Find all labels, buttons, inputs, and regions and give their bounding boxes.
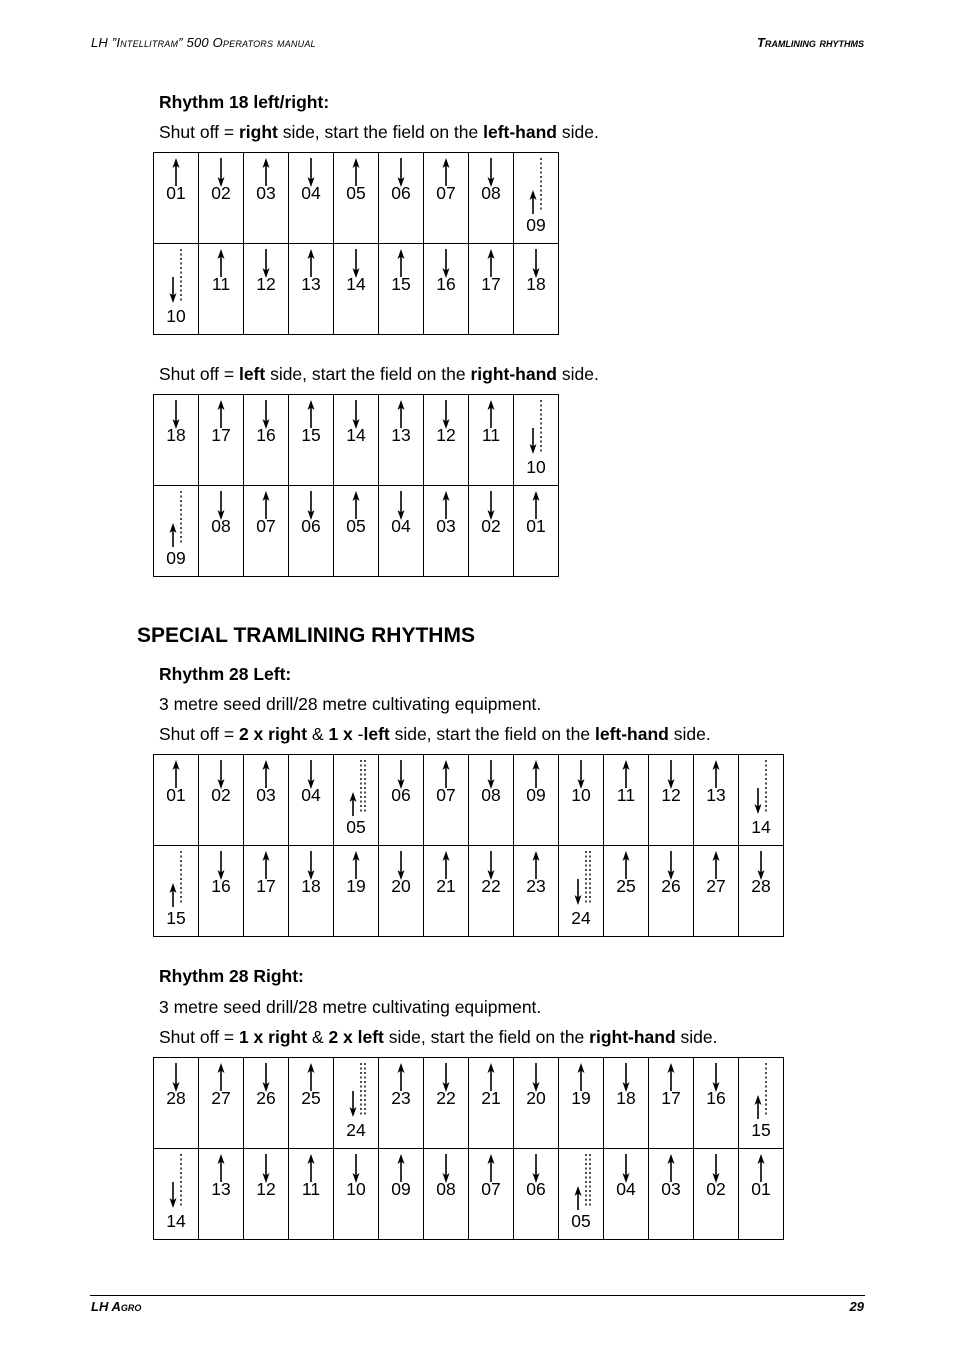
tramline-number: 18 [301,876,321,896]
tramline-number: 24 [346,1120,366,1140]
tramline-cell [379,1149,424,1240]
tramline-number: 18 [166,425,186,445]
tramline-number: 15 [751,1120,771,1140]
tramline-cell [199,1058,244,1149]
tramline-cell [334,153,379,244]
tramline-number: 06 [526,1179,546,1199]
tramline-number: 11 [616,785,636,805]
tramline-cell [334,1149,379,1240]
table-row [154,846,784,937]
arrow-down-shutoff-icon [523,398,549,458]
tramline-cell [559,1149,604,1240]
tramline-number: 06 [301,516,321,536]
tramline-number: 12 [436,425,456,445]
tramline-cell [514,244,559,335]
arrow-up-shutoff-icon [163,849,189,909]
tramline-number: 10 [571,785,591,805]
tramline-number: 03 [256,183,276,203]
tramline-number: 09 [391,1179,411,1199]
tramline-number: 05 [346,183,366,203]
tramline-number: 17 [211,425,231,445]
tramline-number: 14 [346,425,366,445]
rhythm-18-left-table [153,152,559,335]
tramline-number: 14 [751,817,771,837]
tramline-cell [649,1149,694,1240]
tramline-cell [154,846,199,937]
tramline-cell [379,395,424,486]
tramline-cell [289,395,334,486]
tramline-number: 01 [166,183,186,203]
tramline-number: 08 [481,183,501,203]
tramline-number: 26 [661,876,681,896]
tramline-number: 27 [211,1088,231,1108]
tramline-number: 16 [211,876,231,896]
tramline-number: 02 [211,183,231,203]
tramline-cell [514,486,559,577]
tramline-number: 08 [436,1179,456,1199]
tramline-cell [289,846,334,937]
tramline-number: 06 [391,785,411,805]
tramline-cell [469,755,514,846]
tramline-cell [514,846,559,937]
tramline-number: 09 [526,785,546,805]
tramline-number: 11 [301,1179,321,1199]
tramline-cell [514,153,559,244]
tramline-number: 10 [526,457,546,477]
tramline-number: 03 [436,516,456,536]
tramline-number: 20 [526,1088,546,1108]
tramline-cell [154,486,199,577]
tramline-cell [154,244,199,335]
arrow-down-shutoff-icon [163,1152,189,1212]
tramline-cell [154,1149,199,1240]
table-row [154,486,559,577]
tramline-number: 19 [346,876,366,896]
tramline-number: 13 [391,425,411,445]
tramline-number: 02 [706,1179,726,1199]
tramline-number: 23 [391,1088,411,1108]
tramline-number: 24 [571,908,591,928]
tramline-cell [649,1058,694,1149]
tramline-cell [514,755,559,846]
tramline-cell [244,153,289,244]
tramline-number: 08 [211,516,231,536]
tramline-cell [244,395,289,486]
tramline-cell [694,1058,739,1149]
tramline-cell [694,846,739,937]
tramline-cell [334,1058,379,1149]
tramline-number: 28 [166,1088,186,1108]
table-row [154,755,784,846]
tramline-number: 15 [166,908,186,928]
tramline-cell [514,395,559,486]
tramline-cell [694,755,739,846]
tramline-cell [334,846,379,937]
tramline-cell [289,755,334,846]
tramline-cell [649,755,694,846]
tramline-number: 11 [211,274,231,294]
tramline-cell [289,153,334,244]
tramline-number: 13 [706,785,726,805]
table-row [154,244,559,335]
arrow-down-shutoff-icon [748,758,774,818]
tramline-cell [469,1149,514,1240]
tramline-number: 04 [301,183,321,203]
tramline-number: 17 [256,876,276,896]
arrow-down-shutoff-icon [343,1061,369,1121]
tramline-cell [379,486,424,577]
tramline-number: 12 [661,785,681,805]
tramline-number: 08 [481,785,501,805]
tramline-number: 23 [526,876,546,896]
tramline-cell [469,1058,514,1149]
tramline-number: 12 [256,1179,276,1199]
tramline-cell [379,153,424,244]
tramline-cell [424,153,469,244]
tramline-number: 03 [256,785,276,805]
header-manual-title: LH ”Intellitram” 500 Operators manual [91,35,316,50]
tramline-number: 21 [436,876,456,896]
tramline-cell [424,395,469,486]
tramline-number: 14 [166,1211,186,1231]
tramline-number: 13 [211,1179,231,1199]
tramline-number: 05 [346,817,366,837]
tramline-cell [469,395,514,486]
tramline-number: 14 [346,274,366,294]
tramline-number: 25 [301,1088,321,1108]
tramline-cell [199,395,244,486]
tramline-cell [379,755,424,846]
tramline-number: 27 [706,876,726,896]
tramline-cell [694,1149,739,1240]
rhythm-18-title: Rhythm 18 left/right: [159,92,330,112]
tramline-number: 18 [526,274,546,294]
tramline-number: 04 [301,785,321,805]
tramline-cell [334,395,379,486]
tramline-cell [469,486,514,577]
tramline-cell [154,755,199,846]
rhythm-28-right-title: Rhythm 28 Right: [159,966,304,986]
tramline-cell [289,1058,334,1149]
tramline-number: 22 [481,876,501,896]
tramline-number: 09 [166,548,186,568]
header-section-title: Tramlining rhythms [756,35,864,50]
tramline-number: 18 [616,1088,636,1108]
tramline-number: 19 [571,1088,591,1108]
rhythm-28-right-shutoff: Shut off = 1 x right & 2 x left side, start the field on the right-hand side. [159,1027,718,1047]
tramline-number: 20 [391,876,411,896]
tramline-cell [424,244,469,335]
tramline-number: 04 [616,1179,636,1199]
tramline-number: 07 [481,1179,501,1199]
tramline-number: 09 [526,215,546,235]
page-number: 29 [849,1299,864,1314]
tramline-number: 03 [661,1179,681,1199]
tramline-cell [469,244,514,335]
tramline-cell [199,1149,244,1240]
rhythm-28-left-shutoff: Shut off = 2 x right & 1 x -left side, start the field on the left-hand side. [159,724,711,744]
tramline-cell [199,153,244,244]
tramline-number: 04 [391,516,411,536]
tramline-number: 21 [481,1088,501,1108]
tramline-number: 05 [571,1211,591,1231]
tramline-number: 16 [256,425,276,445]
rhythm-28-left-desc: 3 metre seed drill/28 metre cultivating equipment. [159,694,542,714]
tramline-cell [289,1149,334,1240]
tramline-cell [244,846,289,937]
tramline-cell [334,755,379,846]
arrow-up-shutoff-icon [343,758,369,818]
tramline-cell [424,755,469,846]
footer-company: LH Agro [91,1299,142,1314]
tramline-cell [739,1058,784,1149]
tramline-number: 07 [436,183,456,203]
tramline-cell [154,1058,199,1149]
tramline-number: 12 [256,274,276,294]
rhythm-28-left-title: Rhythm 28 Left: [159,664,292,684]
rhythm-18-right-table [153,394,559,577]
tramline-cell [379,244,424,335]
tramline-number: 01 [166,785,186,805]
rhythm-28-left-table [153,754,784,937]
tramline-cell [199,846,244,937]
tramline-cell [379,846,424,937]
arrow-down-shutoff-icon [163,247,189,307]
tramline-number: 10 [166,306,186,326]
rhythm-18-shutoff-right: Shut off = right side, start the field on the left-hand side. [159,122,599,142]
tramline-cell [469,153,514,244]
tramline-cell [739,846,784,937]
tramline-cell [289,244,334,335]
table-row [154,395,559,486]
tramline-cell [559,1058,604,1149]
tramline-number: 25 [616,876,636,896]
tramline-number: 01 [751,1179,771,1199]
tramline-number: 17 [481,274,501,294]
tramline-cell [334,486,379,577]
tramline-number: 16 [436,274,456,294]
tramline-cell [604,755,649,846]
tramline-number: 22 [436,1088,456,1108]
tramline-number: 02 [211,785,231,805]
tramline-number: 16 [706,1088,726,1108]
tramline-cell [199,755,244,846]
tramline-cell [604,846,649,937]
tramline-cell [154,395,199,486]
arrow-up-shutoff-icon [163,489,189,549]
tramline-number: 02 [481,516,501,536]
rhythm-28-right-table [153,1057,784,1240]
tramline-number: 15 [391,274,411,294]
tramline-cell [154,153,199,244]
tramline-cell [289,486,334,577]
rhythm-28-right-desc: 3 metre seed drill/28 metre cultivating equipment. [159,997,542,1017]
tramline-cell [424,1058,469,1149]
tramline-number: 11 [481,425,501,445]
tramline-cell [199,486,244,577]
arrow-up-shutoff-icon [748,1061,774,1121]
tramline-cell [244,244,289,335]
tramline-number: 26 [256,1088,276,1108]
tramline-cell [244,486,289,577]
tramline-number: 10 [346,1179,366,1199]
tramline-cell [514,1058,559,1149]
special-rhythms-heading: SPECIAL TRAMLINING RHYTHMS [137,624,475,647]
table-row [154,1058,784,1149]
table-row [154,153,559,244]
tramline-number: 01 [526,516,546,536]
tramline-cell [244,755,289,846]
table-row [154,1149,784,1240]
tramline-cell [739,755,784,846]
tramline-cell [649,846,694,937]
tramline-cell [199,244,244,335]
tramline-number: 15 [301,425,321,445]
tramline-number: 07 [256,516,276,536]
tramline-number: 05 [346,516,366,536]
tramline-cell [604,1058,649,1149]
tramline-number: 13 [301,274,321,294]
tramline-cell [604,1149,649,1240]
tramline-number: 17 [661,1088,681,1108]
tramline-number: 07 [436,785,456,805]
tramline-cell [739,1149,784,1240]
tramline-cell [424,486,469,577]
arrow-up-shutoff-icon [568,1152,594,1212]
tramline-cell [424,846,469,937]
tramline-cell [244,1149,289,1240]
arrow-down-shutoff-icon [568,849,594,909]
tramline-cell [514,1149,559,1240]
tramline-number: 06 [391,183,411,203]
tramline-cell [559,846,604,937]
tramline-cell [424,1149,469,1240]
tramline-cell [334,244,379,335]
tramline-cell [244,1058,289,1149]
footer-rule [90,1295,865,1296]
arrow-up-shutoff-icon [523,156,549,216]
rhythm-18-shutoff-left: Shut off = left side, start the field on the right-hand side. [159,364,599,384]
tramline-cell [469,846,514,937]
tramline-cell [559,755,604,846]
tramline-number: 28 [751,876,771,896]
tramline-cell [379,1058,424,1149]
